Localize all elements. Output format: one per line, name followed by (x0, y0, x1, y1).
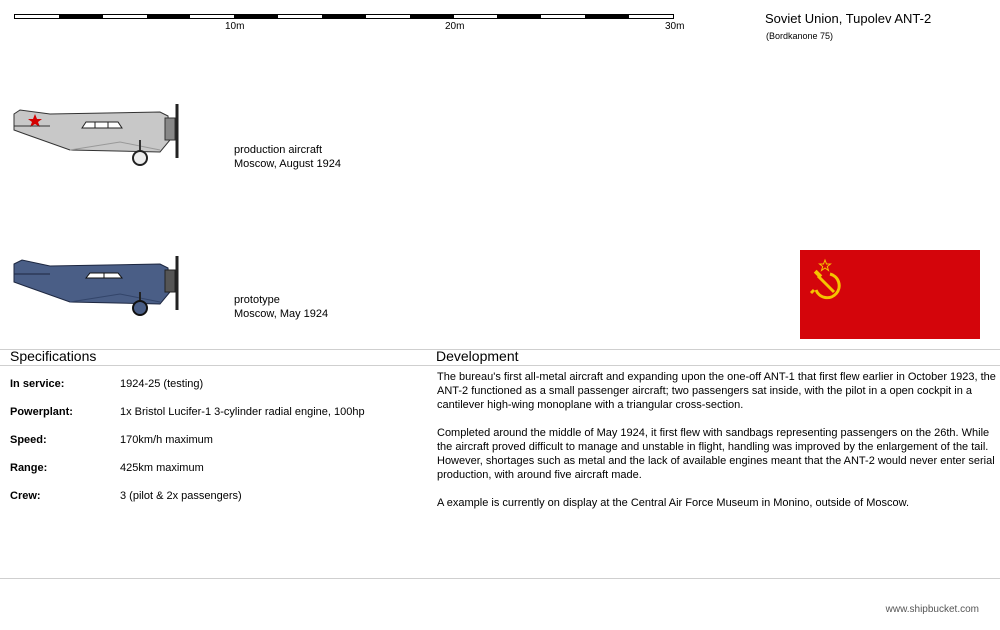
development-text (437, 370, 997, 524)
prototype-aircraft-location: Moscow, May 1924 (234, 308, 329, 320)
spec-label-speed: Speed: (10, 434, 47, 446)
development-heading: Development (436, 348, 519, 364)
page-title: Soviet Union, Tupolev ANT-2 (765, 11, 932, 26)
scale-bar (14, 14, 674, 19)
development-paragraph-1: The bureau's first all-metal aircraft and expanding upon the one-off ANT-1 that first flew earlier in October 1923, the ANT-2 functioned as a small passenger aircraft; two passengers sat inside, with the pilot in a open cockpit in a cantilever high-wing monoplane with a triangular cross-section. (437, 371, 996, 411)
specifications-heading: Specifications (10, 348, 97, 364)
spec-label-range: Range: (10, 462, 48, 474)
spec-value-in-service: 1924-25 (testing) (120, 378, 204, 390)
spec-value-powerplant: 1x Bristol Lucifer-1 3-cylinder radial engine, 100hp (120, 406, 365, 418)
page-subtitle: (Bordkanone 75) (766, 31, 834, 41)
prototype-aircraft-profile (10, 252, 185, 322)
prototype-aircraft-caption (234, 293, 328, 321)
development-paragraph-2: Completed around the middle of May 1924, it first flew with sandbags representing passengers on the 26th. While the aircraft proved difficult to manage and unstable in flight, handling was improved by the enlargement of the tail. However, shortages such as metal and the lack of available engines meant that the ANT-2 would never enter serial production, with around five aircraft made. (437, 427, 995, 481)
production-aircraft-location: Moscow, August 1924 (234, 158, 342, 170)
spec-label-in-service: In service: (10, 378, 65, 390)
prototype-aircraft-type: prototype (234, 294, 280, 306)
spec-value-crew: 3 (pilot & 2x passengers) (120, 490, 242, 502)
development-paragraph-3: A example is currently on display at the Central Air Force Museum in Monino, outside of Moscow. (437, 497, 909, 509)
production-aircraft-caption (234, 143, 341, 171)
spec-label-crew: Crew: (10, 490, 41, 502)
production-aircraft-profile (10, 100, 185, 170)
section-divider-heading (0, 365, 1000, 366)
soviet-flag (800, 250, 980, 339)
scale-tick-10m: 10m (225, 21, 245, 32)
scale-tick-20m: 20m (445, 21, 465, 32)
spec-value-speed: 170km/h maximum (120, 434, 213, 446)
spec-label-powerplant: Powerplant: (10, 406, 73, 418)
scale-tick-30m: 30m (665, 21, 685, 32)
footer-credit: www.shipbucket.com (885, 604, 979, 615)
production-aircraft-type: production aircraft (234, 144, 323, 156)
spec-value-range: 425km maximum (120, 462, 204, 474)
section-divider-bottom (0, 578, 1000, 579)
